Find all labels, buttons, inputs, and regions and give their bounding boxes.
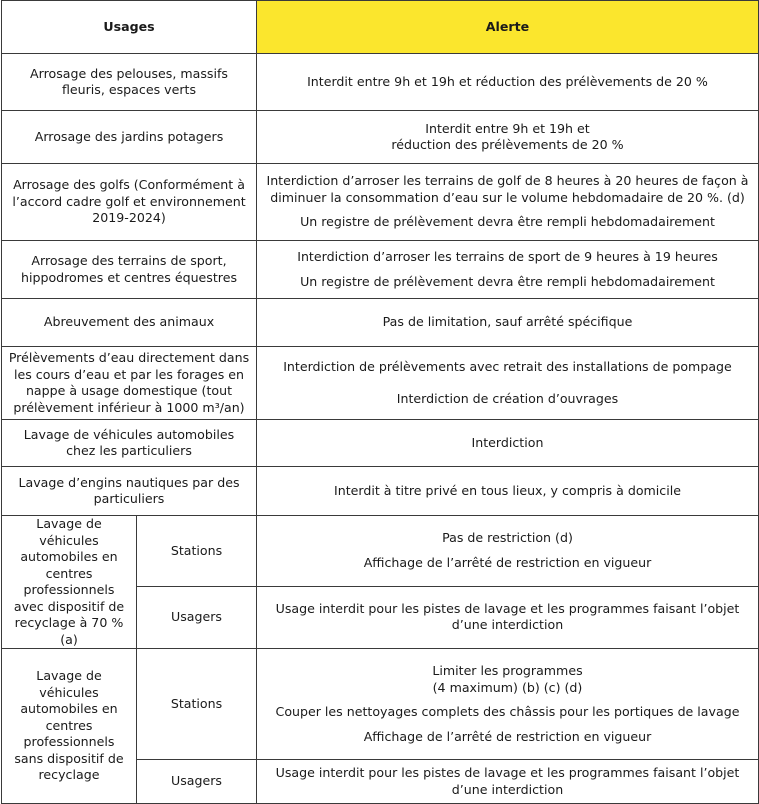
alerte-text: Limiter les programmes (432, 663, 583, 678)
alerte-text: Couper les nettoyages complets des châssis pour les portiques de lavage (275, 704, 740, 719)
alerte-text: (4 maximum) (b) (c) (d) (432, 679, 583, 695)
alerte-text: Pas de limitation, sauf arrêté spécifique (382, 314, 633, 330)
usage-cell: Prélèvements d’eau directement dans les cours d’eau et par les forages en nappe à usage domestique (tout prélèvement inférieur à 1000 m³/an) (2, 347, 257, 420)
alerte-text: Interdiction d’arroser les terrains de sport de 9 heures à 19 heures (297, 249, 718, 264)
header-alerte: Alerte (257, 1, 759, 54)
alerte-cell (257, 164, 759, 241)
subcategory-cell: Stations (137, 649, 257, 760)
alerte-cell (257, 760, 759, 804)
usage-cell: Arrosage des pelouses, massifs fleuris, espaces verts (2, 54, 257, 111)
usage-cell: Lavage de véhicules automobiles chez les particuliers (2, 420, 257, 467)
alerte-text: Interdit entre 9h et 19h et réduction des prélèvements de 20 % (307, 73, 708, 89)
table-row (2, 241, 759, 299)
alerte-cell (257, 111, 759, 164)
table-row (2, 164, 759, 241)
alerte-text: Interdiction d’arroser les terrains de golf de 8 heures à 20 heures de façon à diminuer la consommation d’eau sur le volume hebdomadaire de 20 %. (d) (266, 173, 749, 205)
table-row (2, 54, 759, 111)
table-header-row (2, 1, 759, 54)
table-row (2, 347, 759, 420)
table-row (2, 516, 759, 587)
restrictions-table (1, 0, 759, 804)
subcategory-cell: Stations (137, 516, 257, 587)
alerte-text: Pas de restriction (d) (442, 530, 573, 546)
alerte-cell (257, 649, 759, 760)
usage-cell: Arrosage des terrains de sport, hippodromes et centres équestres (2, 241, 257, 299)
alerte-text: réduction des prélèvements de 20 % (391, 137, 624, 152)
alerte-cell (257, 420, 759, 467)
alerte-text: Usage interdit pour les pistes de lavage et les programmes faisant l’objet d’une interdiction (275, 765, 740, 797)
alerte-text: Affichage de l’arrêté de restriction en vigueur (363, 554, 652, 570)
subcategory-cell: Usagers (137, 760, 257, 804)
header-usages: Usages (2, 1, 257, 54)
table-row (2, 467, 759, 516)
alerte-text: Un registre de prélèvement devra être rempli hebdomadairement (300, 273, 715, 289)
usage-cell: Arrosage des golfs (Conformément à l’accord cadre golf et environnement 2019-2024) (2, 164, 257, 241)
alerte-cell (257, 299, 759, 347)
alerte-text: Un registre de prélèvement devra être rempli hebdomadairement (300, 214, 715, 230)
alerte-cell (257, 467, 759, 516)
alerte-cell (257, 54, 759, 111)
usage-cell: Lavage d’engins nautiques par des particuliers (2, 467, 257, 516)
alerte-text: Interdiction de prélèvements avec retrait des installations de pompage (283, 358, 732, 374)
alerte-text: Interdiction (471, 434, 544, 450)
alerte-cell (257, 586, 759, 648)
usage-cell: Abreuvement des animaux (2, 299, 257, 347)
table-row (2, 111, 759, 164)
alerte-text: Interdiction de création d’ouvrages (396, 391, 619, 406)
alerte-cell (257, 516, 759, 587)
alerte-text: Interdit entre 9h et 19h et (425, 120, 590, 136)
table-row (2, 420, 759, 467)
alerte-text: Affichage de l’arrêté de restriction en vigueur (363, 728, 652, 744)
usage-cell-group: Lavage de véhicules automobiles en centres professionnels sans dispositif de recyclage (2, 649, 137, 804)
alerte-text: Usage interdit pour les pistes de lavage et les programmes faisant l’objet d’une interdiction (275, 600, 740, 633)
alerte-text: Interdit à titre privé en tous lieux, y compris à domicile (334, 482, 681, 498)
alerte-cell (257, 241, 759, 299)
usage-cell-group: Lavage de véhicules automobiles en centres professionnels avec dispositif de recyclage à 70 % (a) (2, 516, 137, 649)
subcategory-cell: Usagers (137, 586, 257, 648)
alerte-cell (257, 347, 759, 420)
usage-cell: Arrosage des jardins potagers (2, 111, 257, 164)
table-row (2, 649, 759, 760)
table-row (2, 299, 759, 347)
